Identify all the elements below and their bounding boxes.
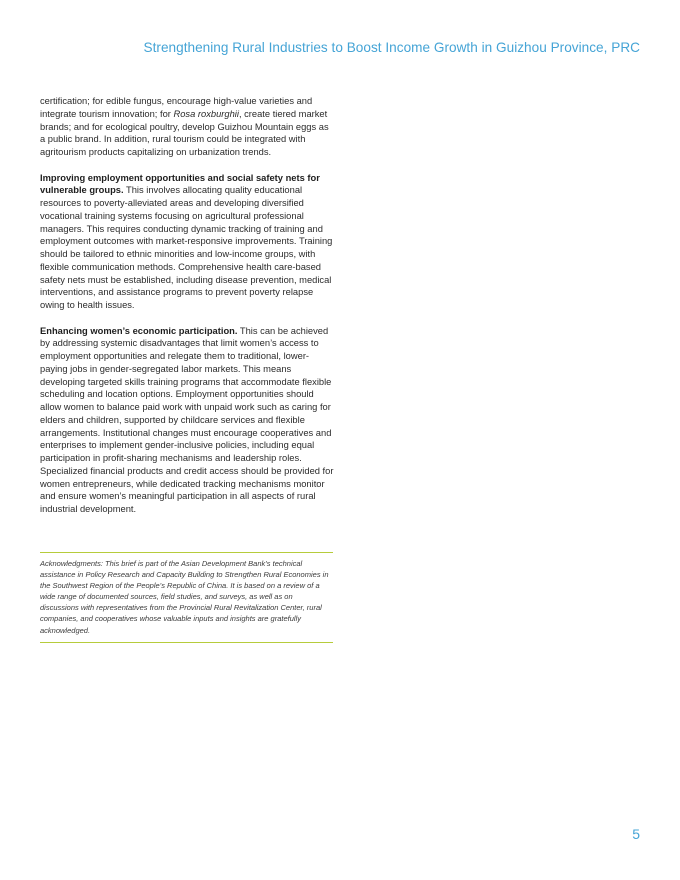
paragraph-heading: Improving employment opportunities and social safety nets for vulnerable groups. (40, 172, 320, 196)
paragraph-employment (40, 172, 336, 312)
paragraph-text: , create tiered market brands; and for ecological poultry, develop Guizhou Mountain eggs as a public brand. In addition, rural tourism could be integrated with agritourism products capitalizing on urbanization trends. (40, 108, 329, 157)
paragraph-text: This involves allocating quality educational resources to poverty-alleviated areas and developing diversified vocational training systems focusing on agricultural professional managers. This requires conducting dynamic tracking of training and employment outcomes with market-responsive improvements. Training should be tailored to ethnic minorities and low-income groups, with flexible communication methods. Comprehensive health care-based safety nets must be established, including disease prevention, medical interventions, and assistance programs to prevent poverty relapse owing to health issues. (40, 185, 333, 311)
page-number: 5 (632, 826, 640, 842)
acknowledgments-text: Acknowledgments: This brief is part of the Asian Development Bank’s technical assistance in Policy Research and Capacity Building to Strengthen Rural Economies in the Southwest Region of the People’s Republic of China. It is based on a review of a wide range of documented sources, field studies, and surveys, as well as on discussions with representatives from the Provincial Rural Revitalization Center, rural companies, and cooperatives whose valuable inputs and insights are gratefully acknowledged. (40, 559, 329, 635)
acknowledgments-box (40, 552, 333, 643)
species-name: Rosa roxburghii (173, 108, 239, 119)
body-text (40, 95, 336, 529)
paragraph-heading: Enhancing women’s economic participation. (40, 325, 238, 336)
paragraph-text: certification; for edible fungus, encourage high-value varieties and integrate tourism innovation; for (40, 96, 313, 119)
paragraph-text: This can be achieved by addressing systemic disadvantages that limit women’s access to employment opportunities and relegate them to traditional, lower-paying jobs in gender-segregated labor markets. This means developing targeted skills training programs that accommodate flexible scheduling and location options. Employment opportunities should allow women to balance paid work with unpaid work such as caring for elders and children, supported by childcare services and flexible arrangements. Institutional changes must encourage cooperatives and enterprises to implement gender-inclusive policies, including equal participation in profit-sharing mechanisms and leadership roles. Specialized financial products and credit access should be provided for women entrepreneurs, while dedicated tracking mechanisms monitor and ensure women’s meaningful participation in all aspects of rural industrial development. (40, 325, 334, 515)
paragraph-branding (40, 95, 336, 159)
paragraph-women (40, 325, 336, 516)
running-header-title: Strengthening Rural Industries to Boost Income Growth in Guizhou Province, PRC (143, 40, 640, 55)
